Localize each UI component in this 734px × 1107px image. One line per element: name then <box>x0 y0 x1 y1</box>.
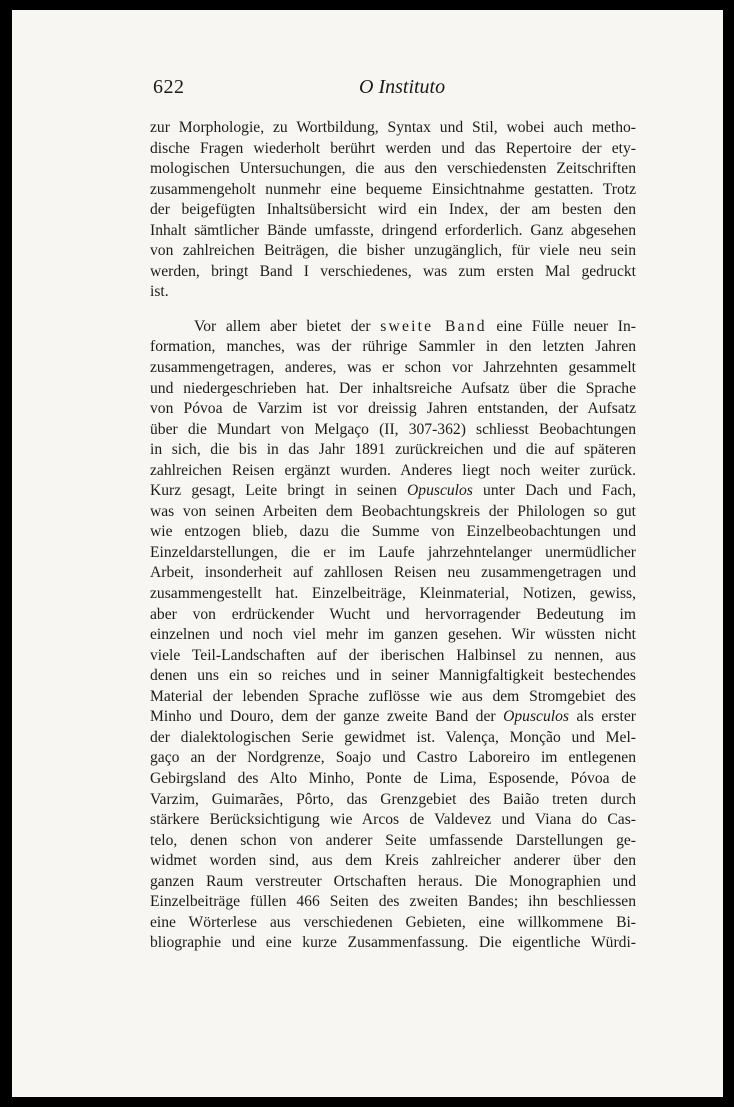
text-line: zur Morphologie, zu Wortbildung, Syntax und Stil, wobei auch metho- <box>150 119 636 136</box>
text-segment: Kurz gesagt, Leite bringt in seinen <box>150 482 397 500</box>
text-line: Gebirgsland des Alto Minho, Ponte de Lima, Esposende, Póvoa de <box>150 769 636 787</box>
text-line: über die Mundart von Melgaço (II, 307-362) schliesst Beobachtungen <box>150 420 636 438</box>
book-title: Opusculos <box>407 482 473 500</box>
page-header <box>153 74 628 108</box>
page-number: 622 <box>153 76 185 98</box>
text-line: zusammengetragen, anderes, was er schon vor Jahrzehnten gesammelt <box>150 359 636 377</box>
text-line: ist. <box>150 283 169 301</box>
text-line: einzelnen und noch viel mehr im ganzen gesehen. Wir wüssten nicht <box>150 626 636 644</box>
text-line: Inhalt sämtlicher Bände umfasste, dringend erforderlich. Ganz abgesehen <box>150 221 636 239</box>
running-title: O Instituto <box>359 76 446 98</box>
text-line: zusammengestellt hat. Einzelbeiträge, Kleinmaterial, Notizen, gewiss, <box>150 585 636 603</box>
text-line: Material der lebenden Sprache zuflösse wie aus dem Stromgebiet des <box>150 687 636 705</box>
text-line <box>150 481 636 502</box>
book-title: Opusculos <box>503 708 569 726</box>
text-line: formation, manches, was der rührige Sammler in den letzten Jahren <box>150 338 636 356</box>
text-line: zusammengeholt nunmehr eine bequeme Einsichtnahme gestatten. Trotz <box>150 180 636 198</box>
text-segment: als erster <box>576 708 636 726</box>
text-segment: unter Dach und Fach, <box>483 482 636 500</box>
text-line: gaço an der Nordgrenze, Soajo und Castro Laboreiro im entlegenen <box>150 749 636 767</box>
text-line: denen uns ein so reiches und in seiner Mannigfaltigkeit bestechendes <box>150 667 636 685</box>
text-line: widmet worden sind, aus dem Kreis zahlreicher anderer über den <box>150 852 636 870</box>
text-line: Einzelbeiträge füllen 466 Seiten des zweiten Bandes; ihn beschliessen <box>150 893 636 911</box>
text-line: von Póvoa de Varzim ist vor dreissig Jahren entstanden, der Aufsatz <box>150 400 636 418</box>
text-line: Arbeit, insonderheit auf zahllosen Reisen neu zusammengetragen und <box>150 564 636 582</box>
text-line: bliographie und eine kurze Zusammenfassung. Die eigentliche Würdi- <box>150 934 636 952</box>
text-line: was von seinen Arbeiten dem Beobachtungskreis der Philologen so gut <box>150 502 636 520</box>
text-segment: eine Fülle neuer In- <box>496 317 636 335</box>
spaced-emphasis: sweite Band <box>380 317 487 335</box>
text-line: zahlreichen Reisen ergänzt wurden. Anderes liegt noch weiter zurück. <box>150 461 636 479</box>
text-line: aber von erdrückender Wucht und hervorragender Bedeutung im <box>150 605 636 623</box>
text-line: stärkere Berücksichtigung wie Arcos de Valdevez und Viana do Cas- <box>150 811 636 829</box>
text-line: Varzim, Guimarães, Pôrto, das Grenzgebiet des Baião treten durch <box>150 790 636 808</box>
text-segment: Vor allem aber bietet der <box>194 317 371 335</box>
text-line: von zahlreichen Beiträgen, die bisher unzugänglich, für viele neu sein <box>150 242 636 260</box>
paragraph-1 <box>150 118 636 303</box>
text-line <box>150 707 636 728</box>
paragraph-2 <box>150 317 636 954</box>
text-line: dische Fragen wiederholt berührt werden und das Repertoire der ety- <box>150 139 636 157</box>
text-line: in sich, die bis in das Jahr 1891 zurückreichen und die auf späteren <box>150 441 636 459</box>
text-line: telo, denen schon von anderer Seite umfassende Darstellungen ge- <box>150 831 636 849</box>
text-line: mologischen Untersuchungen, die aus den verschiedensten Zeitschriften <box>150 160 636 178</box>
text-segment: Minho und Douro, dem der ganze zweite Band der <box>150 708 496 726</box>
text-line: ganzen Raum verstreuter Ortschaften heraus. Die Monographien und <box>150 872 636 890</box>
paragraph-gap <box>150 303 636 317</box>
text-line: der dialektologischen Serie gewidmet ist. Valença, Monção und Mel- <box>150 728 636 746</box>
text-line: der beigefügten Inhaltsübersicht wird ein Index, der am besten den <box>150 201 636 219</box>
text-line: Einzeldarstellungen, die er im Laufe jahrzehntelanger unermüdlicher <box>150 543 636 561</box>
text-line: viele Teil-Landschaften auf der iberischen Halbinsel zu nennen, aus <box>150 646 636 664</box>
text-line: eine Wörterlese aus verschiedenen Gebieten, eine willkommene Bi- <box>150 913 636 931</box>
body-text <box>150 118 636 954</box>
text-line: werden, bringt Band I verschiedenes, was zum ersten Mal gedruckt <box>150 262 636 280</box>
text-line: und niedergeschrieben hat. Der inhaltsreiche Aufsatz über die Sprache <box>150 379 636 397</box>
book-page <box>12 10 723 1097</box>
text-line: wie entzogen blieb, dazu die Summe von Einzelbeobachtungen und <box>150 523 636 541</box>
text-line <box>150 317 636 338</box>
